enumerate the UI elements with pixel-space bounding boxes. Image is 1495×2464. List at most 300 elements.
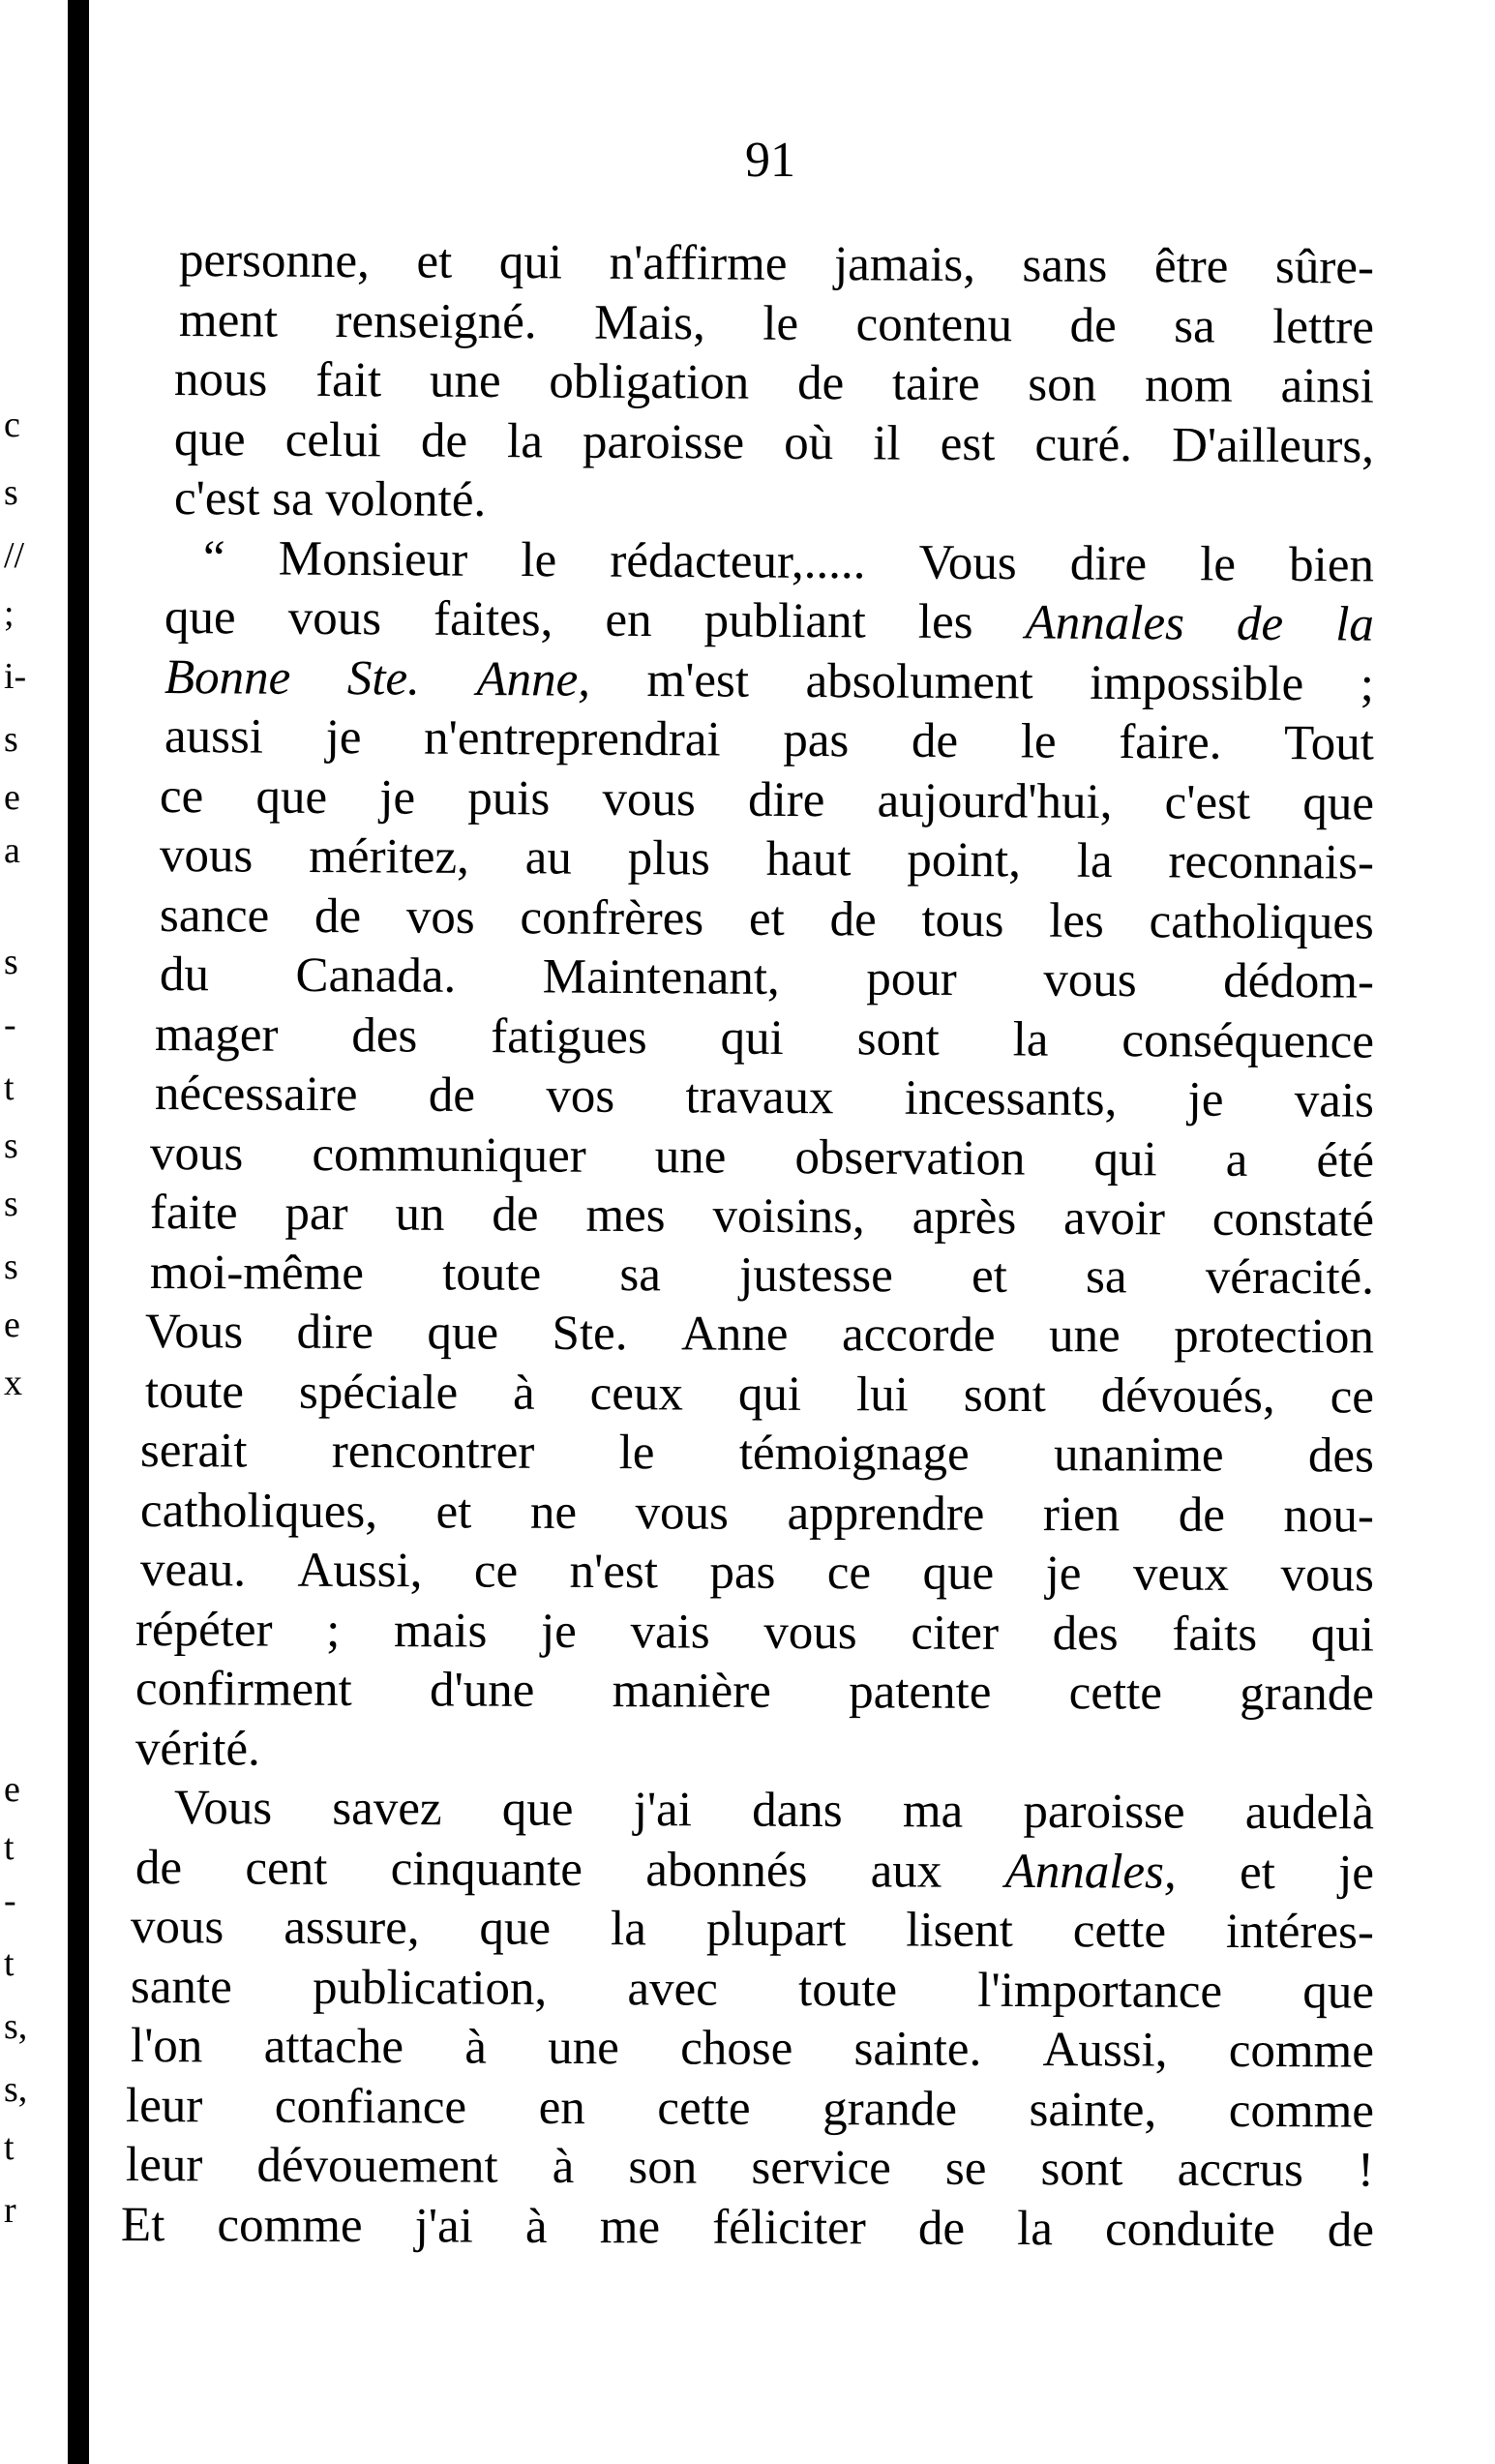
word: Ste. xyxy=(346,650,421,706)
word: audelà xyxy=(1244,1785,1375,1841)
text-line xyxy=(149,1126,1375,1188)
word: que xyxy=(1302,1964,1375,2020)
word: confrères xyxy=(520,889,704,946)
word: dédom- xyxy=(1223,953,1375,1009)
text-line xyxy=(173,471,1374,531)
margin-character: s xyxy=(4,472,18,513)
word: ; xyxy=(1360,657,1375,712)
word: nom xyxy=(1144,358,1233,413)
word: veux xyxy=(1132,1547,1230,1602)
word: catholiques xyxy=(1149,893,1375,950)
word: contenu xyxy=(855,296,1013,352)
word: où xyxy=(784,415,834,470)
word: rédacteur,..... xyxy=(610,533,866,589)
margin-character: s xyxy=(4,942,18,982)
word: que xyxy=(1302,775,1375,831)
word: les xyxy=(917,594,973,650)
word: sont xyxy=(963,1367,1047,1423)
margin-character: e xyxy=(4,1305,20,1345)
word: ; xyxy=(326,1603,341,1658)
word: absolument xyxy=(805,653,1033,709)
word: ma xyxy=(902,1784,964,1839)
word: D'ailleurs, xyxy=(1171,417,1375,474)
text-line xyxy=(139,1483,1375,1544)
word: leur xyxy=(125,2078,203,2133)
word: vous xyxy=(149,1126,244,1182)
word: que xyxy=(255,769,328,825)
word: lettre xyxy=(1271,299,1375,355)
word: vais xyxy=(630,1604,710,1660)
margin-character: r xyxy=(4,2190,16,2231)
word: haut xyxy=(765,831,852,887)
margin-character: x xyxy=(4,1363,22,1403)
word: avec xyxy=(627,1961,719,2017)
word: accorde xyxy=(841,1307,996,1363)
text-line xyxy=(144,1364,1375,1425)
word: comme xyxy=(1228,2083,1375,2139)
word: intéres- xyxy=(1225,1904,1375,1960)
word: ment xyxy=(178,292,279,348)
previous-page-edge xyxy=(0,0,66,2464)
word: vos xyxy=(405,889,475,945)
word: comme xyxy=(1228,2023,1375,2079)
word: sans xyxy=(1022,238,1108,293)
word: ainsi xyxy=(1280,358,1375,414)
word: vais xyxy=(1294,1073,1375,1128)
word: ce xyxy=(159,768,204,824)
word: répéter xyxy=(135,1602,273,1658)
margin-character: // xyxy=(4,535,25,576)
text-line xyxy=(135,1721,1374,1780)
margin-character: s xyxy=(4,1126,18,1166)
word: Aussi, xyxy=(297,1543,423,1599)
word: lisent xyxy=(906,1903,1013,1958)
margin-character: s xyxy=(4,1247,18,1287)
word: justesse xyxy=(739,1247,893,1303)
word: le xyxy=(1200,536,1237,592)
margin-character: a xyxy=(4,830,20,871)
word: bien xyxy=(1288,537,1375,592)
text-line xyxy=(202,530,1375,592)
word: Anne, xyxy=(476,651,591,707)
word: de xyxy=(420,413,468,468)
word: ! xyxy=(1357,2143,1375,2198)
margin-character: - xyxy=(4,1880,16,1921)
word: nous xyxy=(173,352,268,407)
word: n'affirme xyxy=(609,235,788,291)
text-line xyxy=(159,768,1375,831)
text-line xyxy=(135,1840,1375,1901)
word: je xyxy=(379,769,416,826)
word: des xyxy=(351,1007,418,1064)
text-line xyxy=(164,590,1375,652)
word: cette xyxy=(1068,1666,1163,1721)
margin-character: s xyxy=(4,719,18,760)
word: serait xyxy=(139,1424,248,1479)
word: à xyxy=(552,2139,575,2195)
word: Bonne xyxy=(164,649,291,706)
word: cent xyxy=(245,1840,328,1896)
word: unanime xyxy=(1053,1427,1224,1483)
word: qui xyxy=(720,1010,784,1066)
word: de xyxy=(1178,1487,1226,1543)
word: puis xyxy=(467,770,551,826)
word: se xyxy=(944,2141,987,2196)
word: dire xyxy=(296,1305,374,1361)
text-line xyxy=(130,2019,1375,2079)
word: observation xyxy=(794,1129,1026,1187)
word: ce xyxy=(473,1544,519,1599)
word: fait xyxy=(315,352,382,408)
text-line xyxy=(139,1543,1375,1603)
word: vous xyxy=(763,1605,857,1660)
word: “ xyxy=(202,530,225,586)
word: vous xyxy=(287,590,382,646)
word: j'ai xyxy=(414,2198,473,2254)
word: jamais, xyxy=(833,237,976,293)
word: incessants, xyxy=(904,1070,1118,1127)
word: qui xyxy=(1093,1131,1157,1187)
word: qui xyxy=(1310,1607,1375,1663)
word: et xyxy=(748,891,785,947)
word: sa xyxy=(1174,298,1215,354)
word: dévouement xyxy=(256,2138,498,2194)
word: j'ai xyxy=(633,1783,693,1838)
word: m'est xyxy=(646,652,750,708)
word: que xyxy=(427,1306,499,1361)
word: vous xyxy=(635,1485,730,1541)
word: à xyxy=(464,2020,488,2075)
word: la xyxy=(1076,833,1113,889)
word: paroisse xyxy=(1023,1784,1185,1840)
word: sainte, xyxy=(1029,2082,1157,2138)
word: le xyxy=(618,1426,655,1481)
word: sa xyxy=(619,1247,662,1302)
word: aujourd'hui, xyxy=(877,773,1113,829)
word: pas xyxy=(709,1545,776,1600)
text-line xyxy=(173,352,1375,414)
word: n'est xyxy=(569,1544,659,1600)
word: sainte. xyxy=(853,2022,982,2077)
word: moi-même xyxy=(149,1245,365,1301)
word: je xyxy=(1045,1547,1082,1602)
word: je xyxy=(540,1604,577,1659)
word: curé. xyxy=(1034,416,1133,472)
word: citer xyxy=(911,1605,1000,1661)
word: me xyxy=(599,2199,661,2254)
word: vos xyxy=(546,1068,615,1124)
word: toute xyxy=(797,1962,898,2017)
word: confirment xyxy=(135,1662,352,1717)
word: Monsieur xyxy=(278,530,468,587)
word: attache xyxy=(263,2019,404,2075)
word: Ste. xyxy=(552,1306,628,1362)
word: dévoués, xyxy=(1100,1367,1275,1424)
margin-character: t xyxy=(4,1827,15,1868)
word: voisins, xyxy=(712,1188,865,1245)
word: de xyxy=(1236,596,1284,652)
word: grande xyxy=(822,2081,958,2137)
word: été xyxy=(1316,1132,1375,1188)
word: leur xyxy=(125,2138,203,2193)
word: un xyxy=(395,1187,445,1242)
word: son xyxy=(628,2140,698,2195)
word: de xyxy=(829,891,877,947)
word: veau. xyxy=(139,1543,247,1598)
word: de xyxy=(796,355,845,411)
word: renseigné. xyxy=(335,293,537,349)
word: point, xyxy=(907,832,1022,888)
word: une xyxy=(1048,1308,1121,1364)
word: le xyxy=(762,296,799,351)
word: aussi xyxy=(164,709,264,765)
word: obligation xyxy=(549,354,750,410)
word: communiquer xyxy=(312,1127,586,1184)
word: la xyxy=(1017,2201,1054,2256)
word: conduite xyxy=(1104,2201,1275,2257)
word: avoir xyxy=(1062,1190,1166,1247)
book-spine-shadow xyxy=(68,0,89,2464)
word: paroisse xyxy=(582,414,745,470)
word: mes xyxy=(585,1187,666,1244)
word: Annales xyxy=(1025,595,1185,651)
word: cinquante xyxy=(390,1841,583,1897)
word: et xyxy=(435,1484,472,1539)
margin-character: e xyxy=(4,777,20,818)
word-space xyxy=(259,475,272,525)
word: pour xyxy=(866,951,957,1007)
word: publication, xyxy=(312,1960,548,2016)
margin-character: s, xyxy=(4,2006,28,2047)
word: Canada. xyxy=(295,947,457,1004)
word: féliciter xyxy=(712,2200,866,2255)
word: de xyxy=(428,1067,476,1124)
word: impossible xyxy=(1090,655,1304,711)
text-line xyxy=(154,1007,1375,1069)
word: par xyxy=(284,1186,348,1242)
word: d'une xyxy=(429,1663,535,1718)
word: après xyxy=(912,1189,1017,1246)
word: sante xyxy=(130,1959,232,2014)
word: est xyxy=(940,416,996,471)
text-line xyxy=(149,1245,1375,1306)
page-number: 91 xyxy=(745,133,795,188)
word: que xyxy=(479,1901,552,1956)
word: les xyxy=(1049,893,1105,948)
margin-character: s, xyxy=(4,2069,28,2110)
word: manière xyxy=(612,1664,771,1719)
word: savez xyxy=(332,1781,442,1837)
word: abonnés xyxy=(645,1842,808,1898)
margin-character: e xyxy=(4,1769,20,1810)
word: tous xyxy=(921,892,1004,947)
text-line xyxy=(178,292,1375,355)
word: de xyxy=(1069,298,1117,353)
word: le xyxy=(1020,714,1057,769)
word: du xyxy=(159,947,210,1003)
word: rien xyxy=(1042,1487,1121,1542)
word: n'entreprendrai xyxy=(423,710,721,767)
word: service xyxy=(751,2140,891,2196)
word: apprendre xyxy=(787,1486,985,1542)
word: de xyxy=(917,2201,966,2256)
word: sa xyxy=(1085,1248,1127,1304)
word: être xyxy=(1153,239,1229,294)
word: en xyxy=(538,2080,585,2135)
word: constaté xyxy=(1211,1191,1375,1247)
word: vous xyxy=(159,828,254,884)
word: fatigues xyxy=(491,1008,647,1065)
word: faite xyxy=(149,1186,238,1241)
word: la xyxy=(610,1902,647,1957)
text-line xyxy=(125,2078,1375,2139)
margin-character: t xyxy=(4,1943,15,1984)
word: Vous xyxy=(173,1781,273,1836)
margin-character: ; xyxy=(4,593,15,634)
text-line xyxy=(139,1424,1375,1484)
word: l'importance xyxy=(977,1963,1223,2019)
text-line xyxy=(173,1781,1375,1841)
word: toute xyxy=(144,1364,245,1419)
word: accrus xyxy=(1177,2142,1304,2198)
word: dire xyxy=(747,772,825,827)
word: sûre- xyxy=(1274,239,1375,295)
margin-character: - xyxy=(4,1005,16,1045)
word: travaux xyxy=(685,1069,834,1126)
word: sont xyxy=(856,1010,940,1067)
word: la xyxy=(1012,1011,1049,1067)
word: à xyxy=(524,2199,548,2254)
word: de xyxy=(314,888,362,944)
margin-character: t xyxy=(4,1067,15,1108)
word: le xyxy=(521,532,557,587)
word-space xyxy=(314,475,326,525)
word: qui xyxy=(737,1367,802,1422)
word: chose xyxy=(680,2021,793,2076)
word: en xyxy=(605,592,652,648)
word: a xyxy=(1225,1132,1248,1187)
word: vous xyxy=(1043,952,1137,1008)
word: Tout xyxy=(1283,716,1375,771)
word: ne xyxy=(529,1485,578,1540)
word: sont xyxy=(1040,2142,1123,2197)
word: spéciale xyxy=(298,1365,459,1420)
word: Vous xyxy=(918,535,1017,590)
word: une xyxy=(654,1128,727,1185)
word: toute xyxy=(442,1246,542,1302)
text-line xyxy=(178,233,1375,295)
word: une xyxy=(429,353,501,409)
word: des xyxy=(1052,1606,1119,1661)
text-line xyxy=(150,1188,1374,1246)
text-line xyxy=(120,2197,1375,2258)
text-line xyxy=(159,828,1375,890)
text-line xyxy=(164,649,1375,712)
margin-character: i- xyxy=(4,656,27,697)
word: il xyxy=(873,415,901,471)
word: une xyxy=(548,2020,619,2076)
word: faites, xyxy=(433,591,553,647)
word: que xyxy=(922,1546,995,1601)
word: Vous xyxy=(144,1305,244,1360)
word: mais xyxy=(393,1603,488,1659)
word: Annales, xyxy=(1004,1844,1177,1900)
word: nécessaire xyxy=(154,1067,358,1123)
word: nou- xyxy=(1283,1487,1375,1544)
word: aux xyxy=(870,1843,942,1899)
word: ceux xyxy=(589,1366,684,1421)
word: faire. xyxy=(1119,715,1222,770)
word: des xyxy=(1307,1428,1375,1484)
text-line xyxy=(164,709,1375,771)
word: je xyxy=(325,710,362,766)
word: l'on xyxy=(130,2019,203,2074)
word: et xyxy=(1239,1845,1275,1900)
word: vous xyxy=(1280,1548,1375,1603)
word: Maintenant, xyxy=(542,949,780,1006)
word: volonté. xyxy=(325,471,487,527)
word: cette xyxy=(657,2080,751,2136)
word: publiant xyxy=(703,593,866,649)
word: celui xyxy=(284,412,382,467)
word: de xyxy=(911,713,959,769)
margin-character: c xyxy=(4,405,20,445)
text-line xyxy=(155,1069,1374,1127)
word: assure, xyxy=(284,1900,420,1956)
text-line xyxy=(159,947,1375,1009)
word: et xyxy=(416,234,453,289)
word: catholiques, xyxy=(139,1483,378,1539)
word: ce xyxy=(1330,1368,1375,1425)
word: son xyxy=(1028,357,1097,412)
word: et xyxy=(971,1248,1007,1304)
word: je xyxy=(1187,1072,1224,1127)
word: véracité. xyxy=(1205,1249,1375,1306)
word: cette xyxy=(1072,1904,1167,1959)
word: Anne xyxy=(680,1307,789,1362)
word: faits xyxy=(1172,1607,1258,1662)
text-line xyxy=(130,1959,1375,2020)
text-line xyxy=(125,2138,1375,2198)
word: plus xyxy=(627,830,710,886)
margin-character: s xyxy=(4,1184,18,1224)
margin-character: t xyxy=(4,2127,15,2168)
word: je xyxy=(1338,1845,1375,1901)
word: c'est xyxy=(173,471,260,526)
word: confiance xyxy=(274,2079,467,2135)
word: que xyxy=(164,590,236,646)
word: sa xyxy=(272,471,314,526)
word: à xyxy=(513,1366,535,1421)
word: reconnais- xyxy=(1168,834,1375,890)
word: Aussi, xyxy=(1042,2023,1168,2078)
word: Et xyxy=(120,2197,165,2252)
word: la xyxy=(506,413,544,468)
text-line xyxy=(159,887,1375,950)
word: de xyxy=(1327,2202,1375,2258)
word: dire xyxy=(1069,535,1148,591)
word: vérité. xyxy=(135,1721,260,1777)
word: comme xyxy=(217,2197,363,2253)
word: lui xyxy=(855,1367,910,1422)
word: patente xyxy=(849,1665,992,1720)
word: plupart xyxy=(705,1902,847,1958)
word: vous xyxy=(602,771,697,826)
word: méritez, xyxy=(309,828,470,885)
word: rencontrer xyxy=(331,1424,535,1480)
word: la xyxy=(1335,597,1375,652)
word: de xyxy=(492,1187,539,1243)
